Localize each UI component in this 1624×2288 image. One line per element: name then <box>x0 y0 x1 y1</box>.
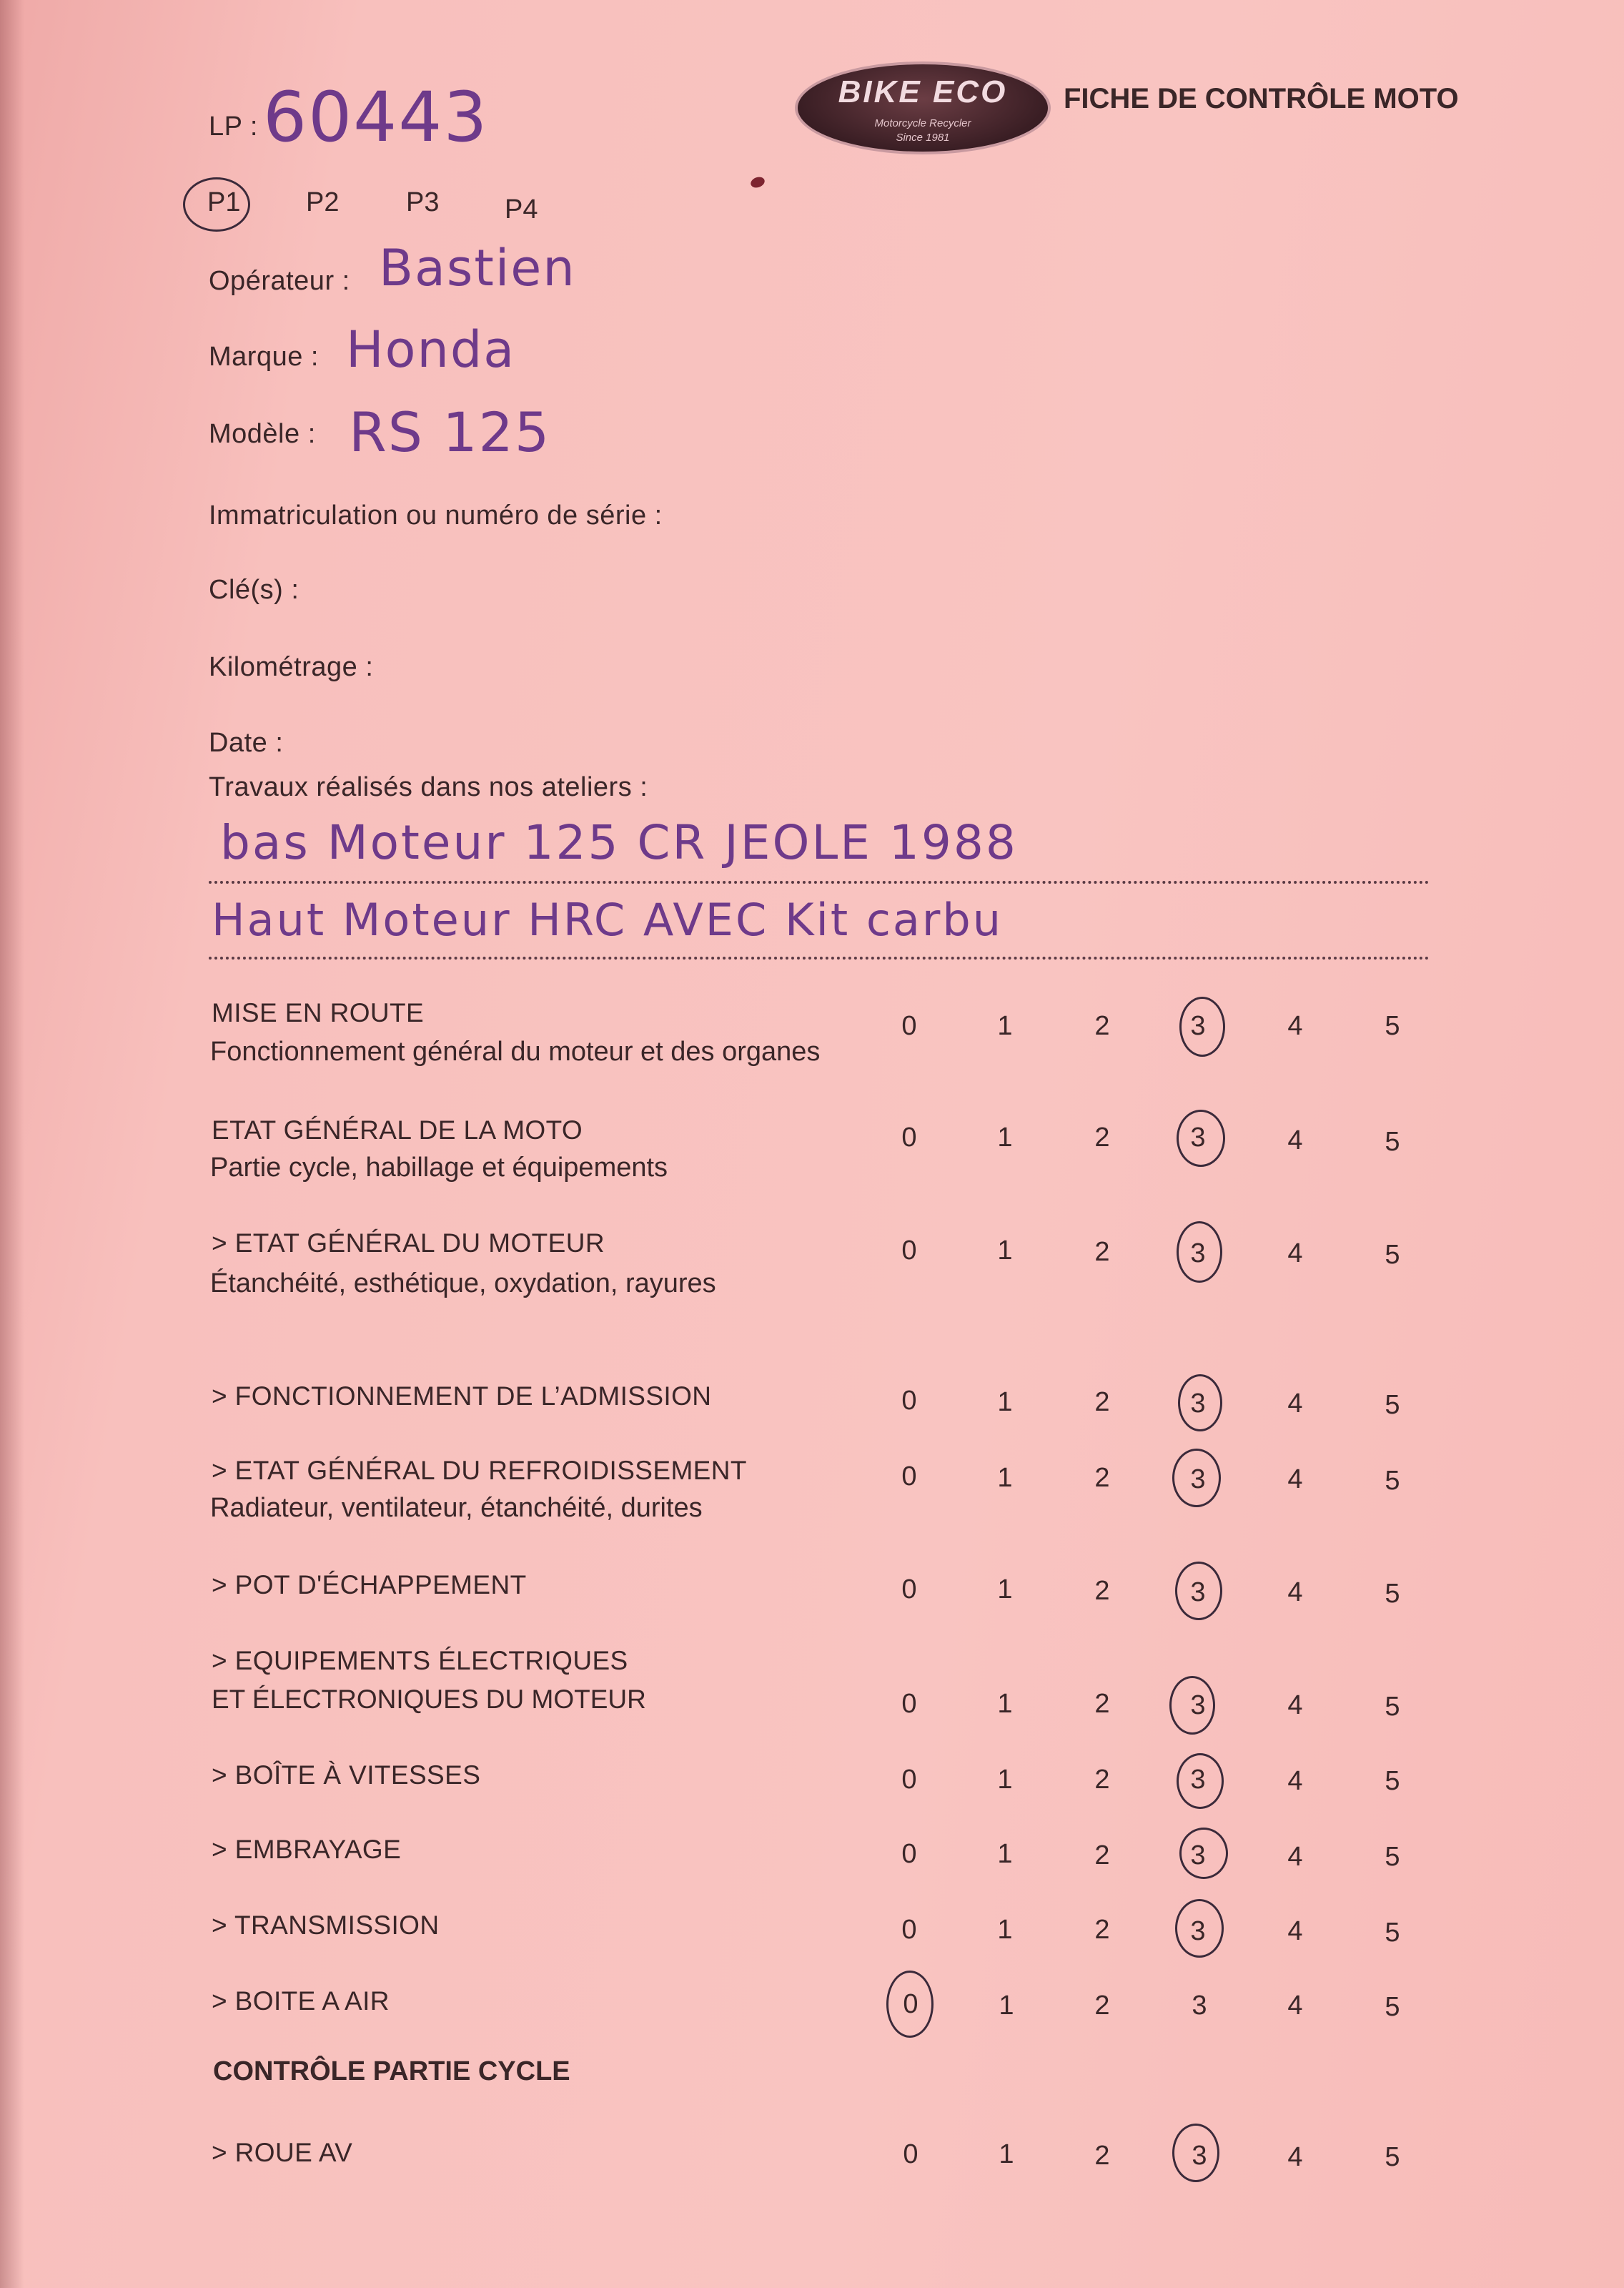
item-score-0[interactable]: 0 <box>901 1765 917 1795</box>
item-score-1[interactable]: 1 <box>999 2139 1014 2169</box>
operateur-label: Opérateur : <box>209 266 350 296</box>
kilometrage-label: Kilométrage : <box>209 652 374 682</box>
item-score-2[interactable]: 2 <box>1094 1123 1110 1153</box>
selected-score-circle <box>1175 1562 1222 1620</box>
item-score-0[interactable]: 0 <box>903 1989 919 2019</box>
item-score-4[interactable]: 4 <box>1287 1125 1303 1155</box>
selected-page-circle <box>183 177 250 232</box>
item-score-5[interactable]: 5 <box>1385 1842 1400 1872</box>
item-score-5[interactable]: 5 <box>1385 2142 1400 2172</box>
item-score-3[interactable]: 3 <box>1192 1991 1207 2021</box>
selected-score-circle <box>1179 997 1225 1057</box>
item-score-1[interactable]: 1 <box>997 1915 1013 1945</box>
item-score-2[interactable]: 2 <box>1094 1689 1110 1719</box>
item-score-3[interactable]: 3 <box>1190 1011 1206 1041</box>
page-edge-shadow <box>0 0 24 2288</box>
item-score-3[interactable]: 3 <box>1190 1916 1206 1946</box>
item-score-5[interactable]: 5 <box>1385 1692 1400 1722</box>
logo-since: Since 1981 <box>896 132 950 144</box>
item-score-4[interactable]: 4 <box>1287 1842 1303 1872</box>
item-score-2[interactable]: 2 <box>1094 1463 1110 1493</box>
item-score-1[interactable]: 1 <box>997 1765 1013 1795</box>
selected-score-circle <box>1177 1753 1224 1809</box>
item-score-4[interactable]: 4 <box>1287 2142 1303 2172</box>
item-score-0[interactable]: 0 <box>903 2139 919 2169</box>
item-score-0[interactable]: 0 <box>901 1123 917 1153</box>
item-title: MISE EN ROUTE <box>212 998 425 1027</box>
travaux-dotted-line-1 <box>209 881 1430 884</box>
item-score-0[interactable]: 0 <box>901 1839 917 1869</box>
item-score-5[interactable]: 5 <box>1385 1918 1400 1948</box>
lp-number: 60443 <box>263 77 489 157</box>
item-score-4[interactable]: 4 <box>1287 1238 1303 1268</box>
item-subtitle: ET ÉLECTRONIQUES DU MOTEUR <box>212 1685 646 1714</box>
bike-eco-logo <box>795 61 1051 154</box>
date-label: Date : <box>209 728 284 758</box>
item-score-1[interactable]: 1 <box>997 1011 1013 1041</box>
page-option-p3[interactable]: P3 <box>406 187 440 217</box>
item-score-4[interactable]: 4 <box>1287 1916 1303 1946</box>
item-score-3[interactable]: 3 <box>1190 1765 1206 1795</box>
item-score-1[interactable]: 1 <box>997 1387 1013 1417</box>
item-title: > FONCTIONNEMENT DE L’ADMISSION <box>212 1381 712 1411</box>
item-title: ETAT GÉNÉRAL DE LA MOTO <box>212 1115 583 1145</box>
item-score-0[interactable]: 0 <box>901 1915 917 1945</box>
item-score-1[interactable]: 1 <box>997 1574 1013 1604</box>
item-score-0[interactable]: 0 <box>901 1011 917 1041</box>
cles-label: Clé(s) : <box>209 575 299 605</box>
item-score-5[interactable]: 5 <box>1385 1390 1400 1420</box>
page-option-p1[interactable]: P1 <box>207 187 241 217</box>
modele-label: Modèle : <box>209 419 316 449</box>
item-subtitle: Fonctionnement général du moteur et des organes <box>210 1037 821 1067</box>
item-score-3[interactable]: 3 <box>1190 1464 1206 1494</box>
item-score-1[interactable]: 1 <box>997 1236 1013 1266</box>
item-score-2[interactable]: 2 <box>1094 1840 1110 1870</box>
item-score-5[interactable]: 5 <box>1385 1240 1400 1270</box>
item-score-2[interactable]: 2 <box>1094 1011 1110 1041</box>
item-score-5[interactable]: 5 <box>1385 1766 1400 1796</box>
page-option-p4[interactable]: P4 <box>505 194 538 225</box>
item-score-2[interactable]: 2 <box>1094 1991 1110 2021</box>
marque-value[interactable]: Honda <box>346 320 516 379</box>
item-score-4[interactable]: 4 <box>1287 1991 1303 2021</box>
item-title: > ROUE AV <box>212 2138 353 2167</box>
logo-brand: BIKE ECO <box>838 74 1008 109</box>
item-score-5[interactable]: 5 <box>1385 1127 1400 1157</box>
item-title: > BOÎTE À VITESSES <box>212 1760 481 1790</box>
item-score-4[interactable]: 4 <box>1287 1766 1303 1796</box>
immatriculation-label: Immatriculation ou numéro de série : <box>209 500 663 531</box>
item-score-3[interactable]: 3 <box>1192 2141 1207 2171</box>
page-option-p2[interactable]: P2 <box>306 187 340 217</box>
selected-score-circle <box>1177 1110 1225 1167</box>
item-score-1[interactable]: 1 <box>999 1991 1014 2021</box>
item-subtitle: Étanchéité, esthétique, oxydation, rayures <box>210 1268 716 1298</box>
item-score-2[interactable]: 2 <box>1094 1765 1110 1795</box>
item-score-3[interactable]: 3 <box>1190 1577 1206 1607</box>
travaux-line-2[interactable]: Haut Moteur HRC AVEC Kit carbu <box>212 894 1004 946</box>
item-score-0[interactable]: 0 <box>901 1236 917 1266</box>
item-title: > POT D'ÉCHAPPEMENT <box>212 1570 527 1599</box>
marque-label: Marque : <box>209 342 319 372</box>
item-score-3[interactable]: 3 <box>1190 1389 1206 1419</box>
item-title: > BOITE A AIR <box>212 1986 390 2016</box>
item-score-1[interactable]: 1 <box>997 1463 1013 1493</box>
form-title: FICHE DE CONTRÔLE MOTO <box>1064 83 1459 114</box>
travaux-line-1[interactable]: bas Moteur 125 CR JEOLE 1988 <box>220 815 1018 870</box>
item-score-5[interactable]: 5 <box>1385 1992 1400 2022</box>
item-score-0[interactable]: 0 <box>901 1689 917 1719</box>
item-score-1[interactable]: 1 <box>997 1689 1013 1719</box>
item-score-4[interactable]: 4 <box>1287 1011 1303 1041</box>
item-title: > ETAT GÉNÉRAL DU MOTEUR <box>212 1228 605 1258</box>
selected-score-circle <box>1172 2124 1219 2182</box>
modele-value[interactable]: RS 125 <box>349 400 551 464</box>
item-title: > TRANSMISSION <box>212 1910 440 1940</box>
item-score-4[interactable]: 4 <box>1287 1577 1303 1607</box>
lp-label: LP : <box>209 112 258 142</box>
item-title: > EMBRAYAGE <box>212 1835 402 1864</box>
selected-score-circle <box>1172 1449 1221 1507</box>
selected-score-circle <box>1178 1374 1222 1431</box>
item-score-2[interactable]: 2 <box>1094 2141 1110 2171</box>
item-score-3[interactable]: 3 <box>1190 1123 1206 1153</box>
selected-score-circle <box>886 1971 934 2038</box>
section-heading-partie-cycle: CONTRÔLE PARTIE CYCLE <box>213 2056 570 2086</box>
selected-score-circle <box>1175 1899 1224 1958</box>
item-score-2[interactable]: 2 <box>1094 1237 1110 1267</box>
item-score-2[interactable]: 2 <box>1094 1576 1110 1606</box>
operateur-value[interactable]: Bastien <box>379 239 576 297</box>
item-subtitle: Radiateur, ventilateur, étanchéité, durites <box>210 1493 703 1523</box>
item-score-2[interactable]: 2 <box>1094 1387 1110 1417</box>
item-score-3[interactable]: 3 <box>1190 1238 1206 1268</box>
travaux-label: Travaux réalisés dans nos ateliers : <box>209 772 648 802</box>
travaux-dotted-line-2 <box>209 957 1430 960</box>
item-score-4[interactable]: 4 <box>1287 1690 1303 1720</box>
item-score-1[interactable]: 1 <box>997 1123 1013 1153</box>
selected-score-circle <box>1177 1221 1222 1283</box>
selected-score-circle <box>1179 1828 1228 1879</box>
item-score-5[interactable]: 5 <box>1385 1011 1400 1041</box>
item-title: > ETAT GÉNÉRAL DU REFROIDISSEMENT <box>212 1456 747 1485</box>
item-score-2[interactable]: 2 <box>1094 1915 1110 1945</box>
item-score-0[interactable]: 0 <box>901 1386 917 1416</box>
item-score-5[interactable]: 5 <box>1385 1579 1400 1609</box>
item-score-5[interactable]: 5 <box>1385 1466 1400 1496</box>
item-subtitle: Partie cycle, habillage et équipements <box>210 1153 668 1183</box>
item-score-0[interactable]: 0 <box>901 1574 917 1604</box>
item-title: > EQUIPEMENTS ÉLECTRIQUES <box>212 1646 628 1675</box>
item-score-0[interactable]: 0 <box>901 1461 917 1491</box>
item-score-3[interactable]: 3 <box>1190 1690 1206 1720</box>
item-score-4[interactable]: 4 <box>1287 1389 1303 1419</box>
item-score-1[interactable]: 1 <box>997 1839 1013 1869</box>
logo-tagline: Motorcycle Recycler <box>874 117 971 129</box>
selected-score-circle <box>1169 1676 1215 1735</box>
item-score-4[interactable]: 4 <box>1287 1464 1303 1494</box>
item-score-3[interactable]: 3 <box>1190 1840 1206 1870</box>
